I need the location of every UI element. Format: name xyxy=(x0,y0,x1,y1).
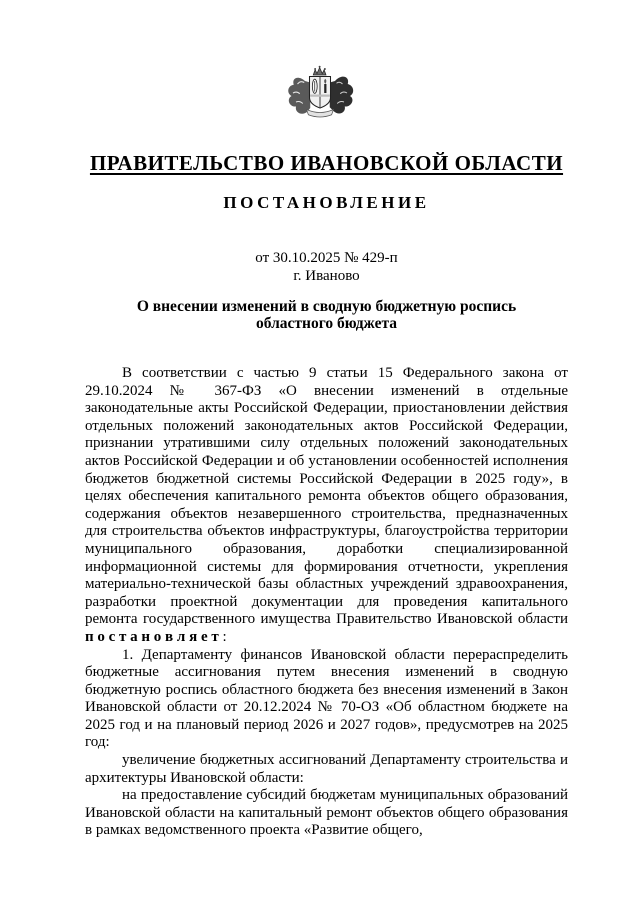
resolution-verb: п о с т а н о в л я е т xyxy=(85,628,219,645)
authority-name: ПРАВИТЕЛЬСТВО ИВАНОВСКОЙ ОБЛАСТИ xyxy=(89,151,564,175)
preamble-text: В соответствии с частью 9 статьи 15 Федерального закона от 29.10.2024 № 367-ФЗ «О внесении изменений в отдельные законодательные акты Российской Федерации, приостановлении действия отдельных положений законодательных актов Российской Федерации, признании утратившими силу отдельных положений законодательных актов Российской Федерации и об установлении особенностей исполнения бюджетов бюджетной системы Российской Федерации в 2025 году», в целях обеспечения капитального ремонта объектов общего образования, содержания объектов незавершенного строительства, предназначенных для строительства объектов инфраструктуры, благоустройства территории муниципального образования, доработки специализированной информационной системы для формирования отчетности, укрепления материально-технической базы областных учреждений здравоохранения, разработки проектной документации для проведения капитального ремонта государственного имущества Правительство Ивановской области xyxy=(85,365,568,628)
paragraph-preamble xyxy=(85,365,568,647)
document-title: О внесении изменений в сводную бюджетную роспись областного бюджета xyxy=(136,298,517,332)
paragraph-item-1: 1. Департаменту финансов Ивановской области перераспределить бюджетные ассигнования путем внесения изменений в сводную бюджетную роспись областного бюджета без внесения изменений в Закон Ивановской области от 20.12.2024 № 70-ОЗ «Об областном бюджете на 2025 год и на плановый период 2026 и 2027 годов», предусмотрев на 2025 год: xyxy=(85,646,568,751)
paragraph-increase: увеличение бюджетных ассигнований Департаменту строительства и архитектуры Ивановской области: xyxy=(85,752,568,786)
document-city: г. Иваново xyxy=(293,268,360,284)
document-date-number: от 30.10.2025 № 429-п xyxy=(255,250,398,266)
document-body xyxy=(85,365,568,840)
paragraph-subsidies: на предоставление субсидий бюджетам муниципальных образований Ивановской области на капитальный ремонт объектов общего образования в рамках ведомственного проекта «Развитие общего, xyxy=(85,787,568,839)
date-city-block xyxy=(85,249,568,285)
document-type-heading: ПОСТАНОВЛЕНИЕ xyxy=(223,193,430,212)
ivanovo-oblast-coat-of-arms-icon xyxy=(275,60,365,132)
emblem-container xyxy=(0,60,640,137)
preamble-colon: : xyxy=(218,628,227,645)
